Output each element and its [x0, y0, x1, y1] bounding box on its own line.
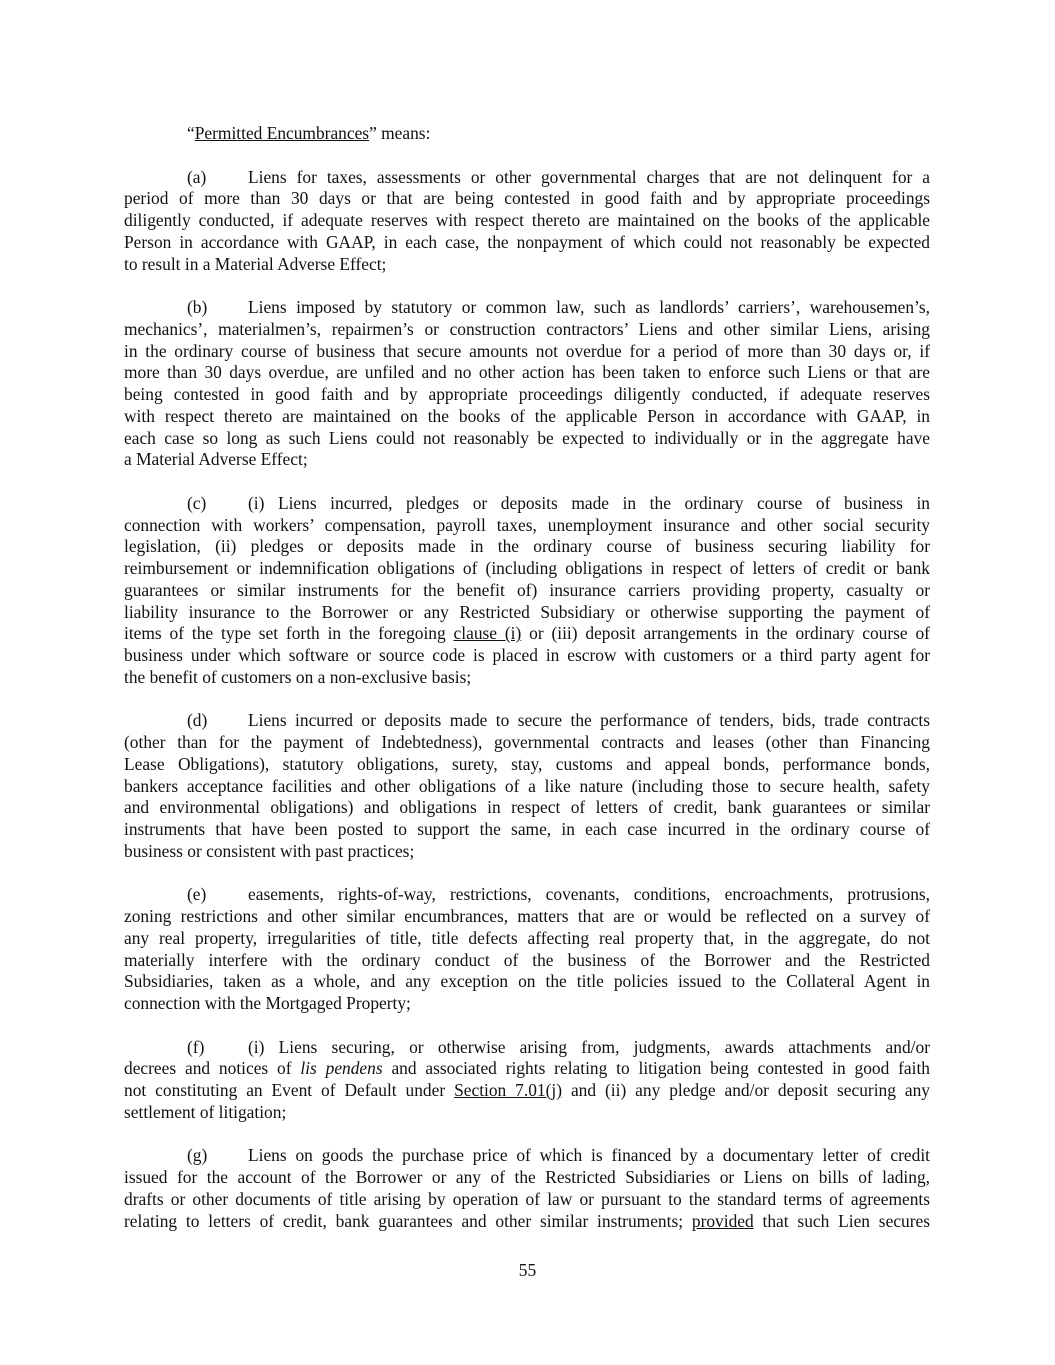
definition-heading	[124, 123, 930, 145]
clause-e	[124, 884, 930, 1015]
text-line	[124, 515, 930, 537]
cross-reference: clause (i)	[453, 623, 522, 644]
text-segment: Liens incurred or deposits made to secure the performance of tenders, bids, trade contracts	[248, 710, 930, 731]
text-line	[124, 210, 930, 232]
text-segment: (i) Liens securing, or otherwise arising from, judgments, awards attachments and/or	[248, 1036, 930, 1057]
text-segment: relating to letters of credit, bank guarantees and other similar instruments;	[124, 1210, 692, 1231]
clause-label: (f)	[187, 1036, 205, 1057]
text-segment: legislation, (ii) pledges or deposits made in the ordinary course of business securing liability for	[124, 536, 930, 557]
text-line	[124, 819, 930, 841]
text-line	[124, 558, 930, 580]
quote-open: “	[187, 123, 195, 143]
text-segment: items of the type set forth in the foregoing	[124, 623, 454, 644]
text-line	[124, 1189, 930, 1211]
text-line	[124, 710, 930, 732]
text-segment: period of more than 30 days or that are being contested in good faith and by appropriate proceedings	[124, 188, 930, 209]
text-line	[124, 341, 930, 363]
text-segment: being contested in good faith and by appropriate proceedings diligently conducted, if adequate reserves	[124, 384, 930, 404]
text-segment: any real property, irregularities of title, title defects affecting real property that, in the aggregate, do not	[124, 927, 930, 948]
clause-label: (e)	[187, 884, 207, 905]
text-segment: or (iii) deposit arrangements in the ordinary course of	[521, 623, 930, 644]
text-line	[124, 1102, 930, 1124]
text-line	[124, 297, 930, 319]
text-line	[124, 493, 930, 515]
text-segment: zoning restrictions and other similar encumbrances, matters that are or would be reflected on a survey of	[124, 906, 930, 926]
text-segment: more than 30 days overdue, are unfiled and no other action has been taken to enforce such Liens or that are	[124, 362, 930, 383]
text-segment: a Material Adverse Effect;	[124, 449, 308, 470]
clause-label: (b)	[187, 297, 208, 317]
text-line	[124, 1080, 930, 1102]
text-segment: liability insurance to the Borrower or any Restricted Subsidiary or otherwise supporting the payment of	[124, 601, 930, 622]
cross-reference: Section 7.01(j)	[454, 1080, 563, 1100]
text-line	[124, 449, 930, 471]
clause-a	[124, 167, 930, 276]
defined-term: Permitted Encumbrances	[194, 123, 370, 143]
text-segment: Person in accordance with GAAP, in each case, the nonpayment of which could not reasonably be expected	[124, 231, 930, 252]
text-segment: decrees and notices of	[124, 1058, 301, 1079]
text-line	[124, 732, 930, 754]
clause-b	[124, 297, 930, 471]
text-segment: bankers acceptance facilities and other obligations of a like nature (including those to secure health, safety	[124, 775, 930, 796]
text-line	[124, 971, 930, 993]
text-line	[124, 1211, 930, 1233]
definition-lead: ” means:	[369, 123, 431, 143]
text-segment: and (ii) any pledge and/or deposit securing any	[562, 1080, 930, 1100]
text-segment: not constituting an Event of Default under	[124, 1080, 455, 1100]
text-segment: (i) Liens incurred, pledges or deposits made in the ordinary course of business in	[248, 492, 930, 513]
text-line	[124, 188, 930, 210]
text-segment: drafts or other documents of title arising by operation of law or pursuant to the standard terms of agreements	[124, 1188, 930, 1209]
text-segment: and associated rights relating to litigation being contested in good faith	[382, 1058, 930, 1079]
text-segment: the benefit of customers on a non-exclusive basis;	[124, 666, 472, 687]
text-segment: Lease Obligations), statutory obligations, surety, stay, customs and appeal bonds, performance bonds,	[124, 753, 930, 774]
text-line	[124, 1058, 930, 1080]
cross-reference: provided	[691, 1210, 754, 1231]
text-line	[124, 884, 930, 906]
text-line	[124, 841, 930, 863]
text-segment: Liens imposed by statutory or common law, such as landlords’ carriers’, warehousemen’s,	[248, 297, 930, 317]
text-line	[124, 1037, 930, 1059]
text-segment: easements, rights-of-way, restrictions, covenants, conditions, encroachments, protrusions,	[248, 884, 930, 905]
clause-f	[124, 1037, 930, 1124]
text-line	[124, 428, 930, 450]
text-segment: business under which software or source code is placed in escrow with customers or a third party agent for	[124, 645, 930, 665]
text-line	[124, 602, 930, 624]
text-segment: Subsidiaries, taken as a whole, and any exception on the title policies issued to the Collateral Agent in	[124, 971, 930, 992]
text-line	[124, 1145, 930, 1167]
text-line	[124, 167, 930, 189]
text-line	[124, 950, 930, 972]
text-line	[124, 645, 930, 667]
text-segment: business or consistent with past practices;	[124, 840, 415, 861]
text-segment: guarantees or similar instruments for the benefit of) insurance carriers providing property, casualty or	[124, 579, 930, 600]
text-line	[124, 1167, 930, 1189]
clause-label: (c)	[187, 492, 207, 513]
text-segment: connection with workers’ compensation, payroll taxes, unemployment insurance and other social security	[124, 514, 930, 535]
text-line	[124, 384, 930, 406]
text-line	[124, 232, 930, 254]
text-line	[124, 580, 930, 602]
text-line	[124, 319, 930, 341]
text-segment: Liens for taxes, assessments or other governmental charges that are not delinquent for a	[248, 166, 930, 187]
text-line	[124, 536, 930, 558]
clause-label: (g)	[187, 1145, 208, 1166]
text-line	[124, 362, 930, 384]
text-segment: and environmental obligations) and obligations in respect of letters of credit, bank guarantees or similar	[124, 797, 930, 818]
clause-g	[124, 1145, 930, 1232]
text-segment: instruments that have been posted to support the same, in each case incurred in the ordinary course of	[124, 819, 930, 839]
text-line	[124, 906, 930, 928]
text-segment: diligently conducted, if adequate reserves with respect thereto are maintained on the books of the applicable	[124, 210, 930, 230]
text-line	[124, 667, 930, 689]
text-segment: in the ordinary course of business that secure amounts not overdue for a period of more than 30 days or, if	[124, 340, 930, 361]
clause-d	[124, 710, 930, 862]
text-segment: that such Lien secures	[753, 1210, 930, 1231]
clause-label: (a)	[187, 166, 207, 187]
text-segment: reimbursement or indemnification obligations of (including obligations in respect of letters of credit or bank	[124, 558, 930, 578]
clause-list	[124, 167, 930, 1233]
text-segment: materially interfere with the ordinary conduct of the business of the Borrower and the Restricted	[124, 949, 930, 970]
text-line	[124, 776, 930, 798]
text-line	[124, 993, 930, 1015]
text-line	[124, 254, 930, 276]
text-segment: to result in a Material Adverse Effect;	[124, 253, 387, 274]
text-segment: connection with the Mortgaged Property;	[124, 993, 411, 1013]
page-number: 55	[518, 1260, 537, 1280]
text-line	[124, 754, 930, 776]
text-segment: (other than for the payment of Indebtedness), governmental contracts and leases (other than Financing	[124, 732, 930, 752]
italic-term: lis pendens	[300, 1058, 383, 1079]
text-segment: mechanics’, materialmen’s, repairmen’s or construction contractors’ Liens and other similar Liens, arising	[124, 318, 930, 339]
text-line	[124, 406, 930, 428]
text-segment: settlement of litigation;	[124, 1101, 287, 1122]
clause-label: (d)	[187, 710, 208, 731]
text-segment: issued for the account of the Borrower or any of the Restricted Subsidiaries or Liens on bills of lading,	[124, 1167, 930, 1187]
text-segment: Liens on goods the purchase price of which is financed by a documentary letter of credit	[248, 1145, 930, 1166]
text-segment: each case so long as such Liens could not reasonably be expected to individually or in the aggregate have	[124, 427, 930, 448]
clause-c	[124, 493, 930, 689]
document-body	[124, 123, 930, 1254]
text-line	[124, 623, 930, 645]
text-line	[124, 797, 930, 819]
text-segment: with respect thereto are maintained on the books of the applicable Person in accordance with GAAP, in	[124, 405, 930, 426]
text-line	[124, 928, 930, 950]
